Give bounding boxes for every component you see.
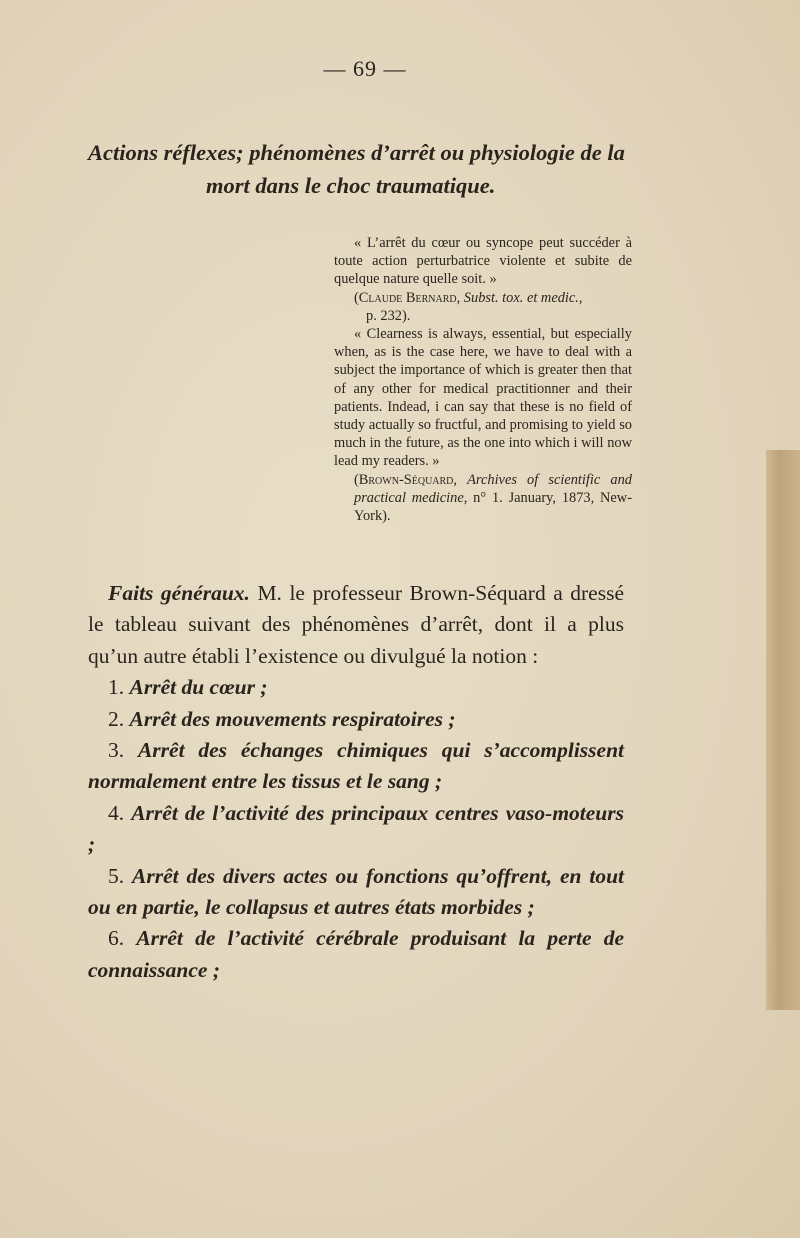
page-edge-shadow <box>766 450 800 1010</box>
list-item-text: Arrêt de l’activité des principaux centres vaso-moteurs ; <box>88 800 625 857</box>
epigraph <box>334 234 632 525</box>
citation-author: (Claude Bernard, <box>354 289 461 306</box>
section-title-line1: Actions réflexes; phénomènes d’arrêt ou physiologie de la <box>88 140 625 165</box>
list-item <box>88 798 624 861</box>
list-item-number: 3. <box>108 738 125 763</box>
citation-issue: n° 1. January, 1873, New-York). <box>354 489 632 525</box>
list-item <box>88 735 624 798</box>
epigraph-quote-brown-sequard: « Clearness is always, essential, but especially when, as is the case here, we have to deal with a subject the importance of which is greater then that of any other for medical practitionner and their patients. Indead, i can say that these is no field of study actually so fructful, and promising to yield so much in the future, as the one into which i will now lead my readers. » <box>334 326 632 470</box>
page-number: — 69 — <box>323 56 407 81</box>
intro-text: M. le professeur Brown-Séquard a dressé le tableau suivant des phénomènes d’arrêt, dont il a plus qu’un autre établi l’existence ou divulgué la notion : <box>88 581 624 668</box>
list-item-number: 6. <box>108 926 125 951</box>
list-item-text: Arrêt du cœur ; <box>129 675 268 700</box>
section-title-line2: mort dans le choc traumatique. <box>206 173 496 198</box>
epigraph-quote-bernard: « L’arrêt du cœur ou syncope peut succéder à toute action perturbatrice violente et subite de quelque nature quelle soit. » <box>334 235 632 288</box>
body-text <box>88 578 624 986</box>
list-item-number: 5. <box>108 863 125 888</box>
list-item <box>88 861 624 924</box>
epigraph-citation-brown-sequard <box>334 471 632 526</box>
section-title <box>88 136 728 202</box>
list-item <box>88 704 624 735</box>
list-item-number: 4. <box>108 800 125 825</box>
list-item <box>88 923 624 986</box>
citation-work: Subst. tox. et medic., <box>463 289 583 306</box>
intro-label: Faits généraux. <box>108 581 250 605</box>
list-item-number: 2. <box>108 706 125 731</box>
intro-paragraph <box>88 578 624 672</box>
epigraph-citation-bernard <box>334 289 632 325</box>
citation-page: p. 232). <box>366 307 411 324</box>
list-item-text: Arrêt des divers actes ou fonctions qu’offrent, en tout ou en partie, le collapsus et autres états morbides ; <box>88 863 624 920</box>
list-item-text: Arrêt des mouvements respiratoires ; <box>129 706 456 731</box>
citation-author: (Brown-Séquard, <box>354 471 458 488</box>
list-item-text: Arrêt de l’activité cérébrale produisant la perte de connaissance ; <box>88 926 625 982</box>
list-item-text: Arrêt des échanges chimiques qui s’accomplissent normalement entre les tissus et le sang ; <box>88 738 625 794</box>
citation-work: Archives of scientific and practical medicine, <box>354 471 632 506</box>
list-item <box>88 672 624 703</box>
list-item-number: 1. <box>108 675 125 700</box>
